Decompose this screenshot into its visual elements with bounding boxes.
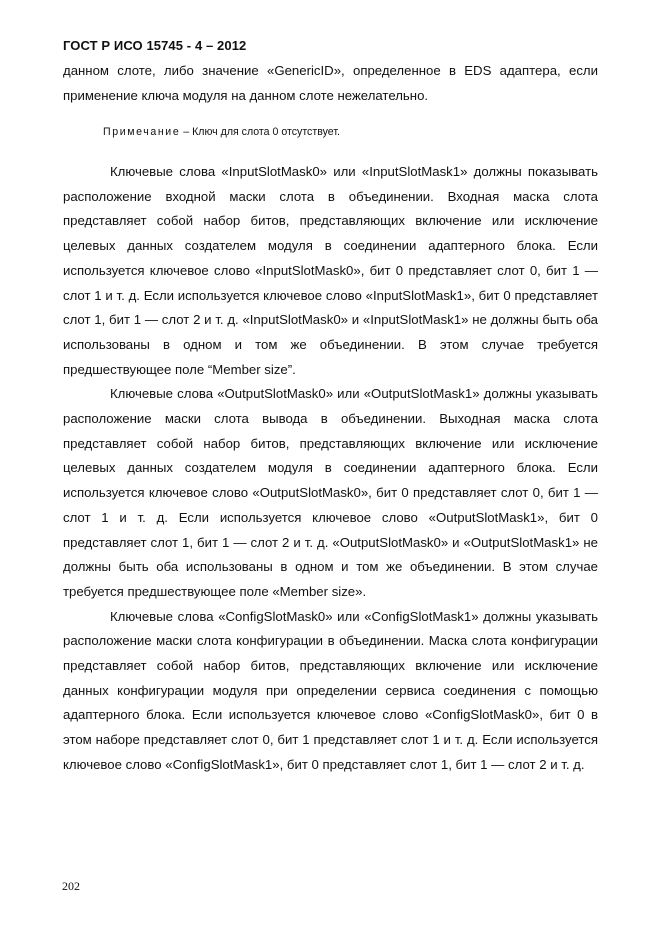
note (103, 124, 340, 140)
main-text-block (63, 160, 598, 778)
continuation-paragraph: данном слоте, либо значение «GenericID», определенное в EDS адаптера, если применение ключа модуля на данном слоте нежелательно. (63, 63, 598, 103)
paragraph-config-slot-mask: Ключевые слова «ConfigSlotMask0» или «ConfigSlotMask1» должны указывать расположение маски слота конфигурации в объединении. Маска слота конфигурации представляет собой набор битов, представляющих включение или исключение данных конфигурации модуля при определении сервиса соединения с помощью адаптерного блока. Если используется ключевое слово «ConfigSlotMask0», бит 0 в этом наборе представляет слот 0, бит 1 представляет слот 1 и т. д. Если используется ключевое слово «ConfigSlotMask1», бит 0 представляет слот 1, бит 1 — слот 2 и т. д. (63, 608, 598, 772)
continuation-block (63, 59, 598, 108)
paragraph-output-slot-mask: Ключевые слова «OutputSlotMask0» или «OutputSlotMask1» должны указывать расположение маски слота вывода в объединении. Выходная маска слота представляет собой набор битов, представляющих включение или исключение целевых данных создателем модуля в соединении адаптерного блока. Если используется ключевое слово «OutputSlotMask0», бит 0 представляет слот 0, бит 1 — слот 1 и т. д. Если используется ключевое слово «OutputSlotMask1», бит 0 представляет слот 1, бит 1 — слот 2 и т. д. «OutputSlotMask0» и «OutputSlotMask1» не должны быть оба использованы в одном и том же объединении. В этом случае требуется предшествующее поле «Member size». (63, 386, 598, 599)
note-text: – Ключ для слота 0 отсутствует. (180, 126, 340, 138)
page-number: 202 (62, 879, 80, 893)
note-label: Примечание (103, 126, 181, 138)
standard-header: ГОСТ Р ИСО 15745 - 4 – 2012 (63, 38, 247, 53)
paragraph-input-slot-mask: Ключевые слова «InputSlotMask0» или «InputSlotMask1» должны показывать расположение входной маски слота в объединении. Входная маска слота представляет собой набор битов, представляющих включение или исключение целевых данных создателем модуля в соединении адаптерного блока. Если используется ключевое слово «InputSlotMask0», бит 0 представляет слот 0, бит 1 — слот 1 и т. д. Если используется ключевое слово «InputSlotMask1», бит 0 представляет слот 1, бит 1 — слот 2 и т. д. «InputSlotMask0» и «InputSlotMask1» не должны быть оба использованы в одном и том же объединении. В этом случае требуется предшествующее поле “Member size”. (63, 164, 598, 377)
